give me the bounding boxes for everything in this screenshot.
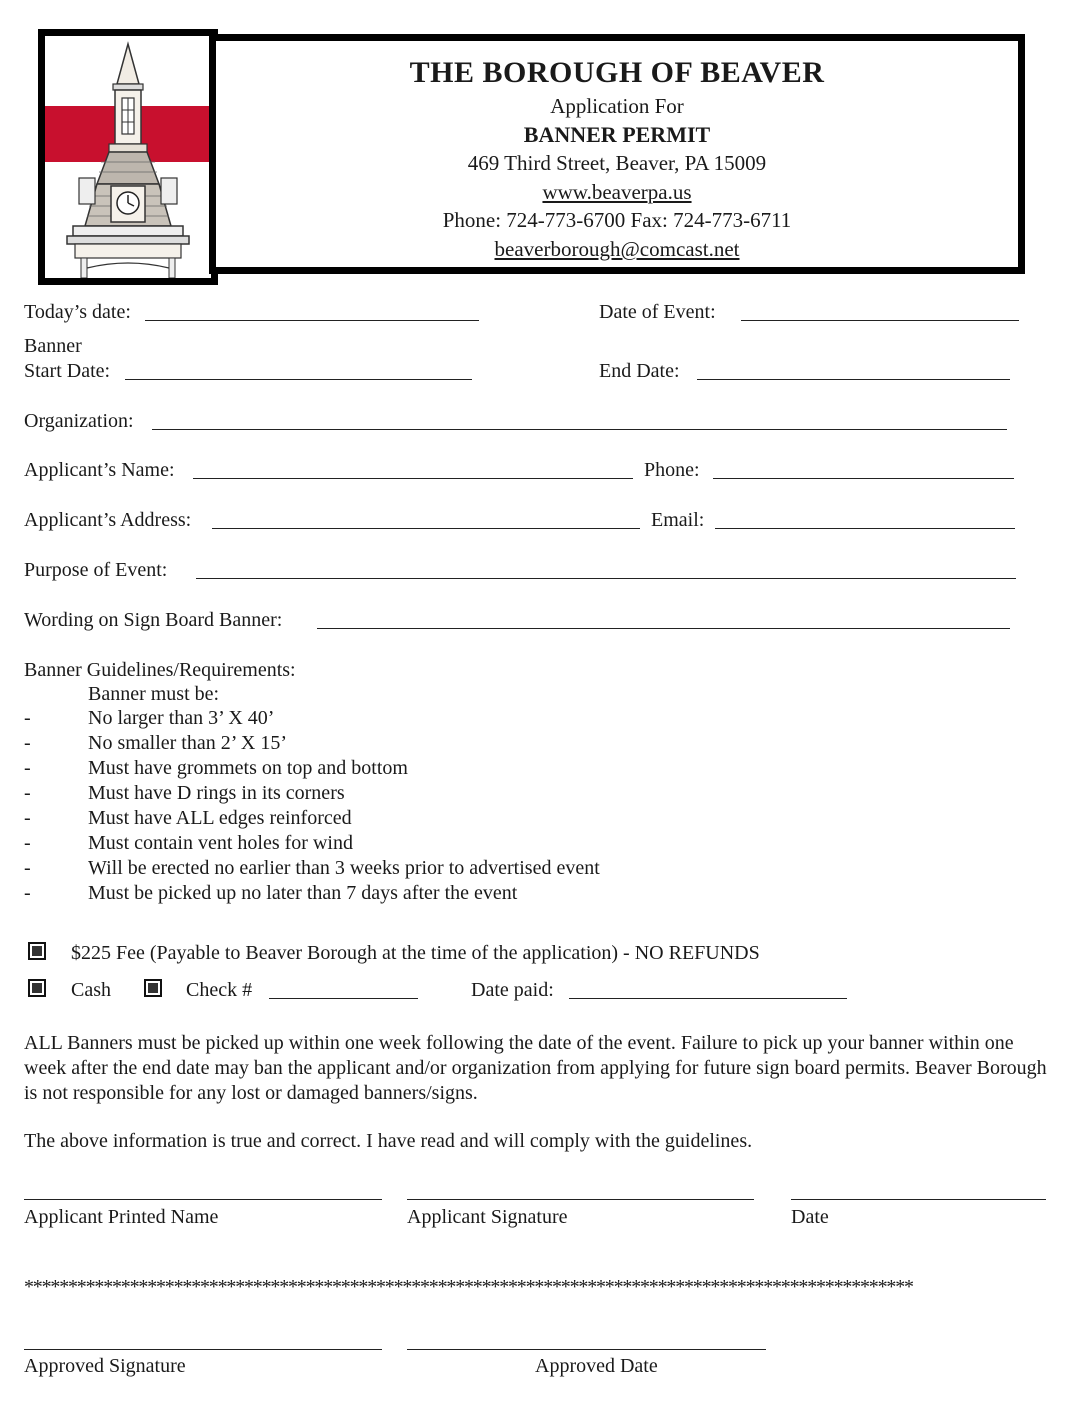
applicant-address-field[interactable] [212,528,640,529]
guideline-dash: - [24,882,31,904]
printed-name-label: Applicant Printed Name [24,1206,219,1228]
clock-tower-icon [45,36,211,278]
application-for-label: Application For [550,94,684,118]
wording-label: Wording on Sign Board Banner: [24,609,283,631]
separator-stars: ***************************************************************************************************** [24,1276,913,1298]
pickup-notice: ALL Banners must be picked up within one week following the date of the event. Failure to pick up your banner within one week after the end date may ban the applicant and/or organization from applying for future sign board permits. Beaver Borough is not responsible for any lost or damaged banners/signs. [24,1032,1047,1104]
organization-field[interactable] [152,429,1007,430]
date-of-event-label: Date of Event: [599,301,716,323]
todays-date-label: Today’s date: [24,301,131,323]
approved-signature-line[interactable] [24,1349,382,1350]
website-link[interactable]: www.beaverpa.us [542,180,692,204]
todays-date-field[interactable] [145,320,479,321]
approved-date-label: Approved Date [535,1355,658,1377]
email-link[interactable]: beaverborough@comcast.net [494,237,740,261]
header-box [209,34,1025,274]
signature-label: Applicant Signature [407,1206,568,1228]
guideline-item: Will be erected no earlier than 3 weeks prior to advertised event [88,857,600,879]
approved-date-line[interactable] [407,1349,766,1350]
borough-logo [38,29,218,285]
email-label: Email: [651,509,705,531]
guideline-item: Must contain vent holes for wind [88,832,353,854]
guidelines-heading: Banner Guidelines/Requirements: [24,659,296,681]
fee-checkbox[interactable] [28,942,46,960]
guideline-dash: - [24,707,31,729]
end-date-field[interactable] [697,379,1010,380]
applicant-name-field[interactable] [193,478,633,479]
guideline-dash: - [24,857,31,879]
purpose-label: Purpose of Event: [24,559,168,581]
start-date-field[interactable] [125,379,472,380]
end-date-label: End Date: [599,360,680,382]
guideline-item: No larger than 3’ X 40’ [88,707,275,729]
email-field[interactable] [715,528,1015,529]
applicant-name-label: Applicant’s Name: [24,459,175,481]
date-label: Date [791,1206,829,1228]
guideline-item: Must have D rings in its corners [88,782,345,804]
phone-label: Phone: [644,459,700,481]
applicant-address-label: Applicant’s Address: [24,509,192,531]
certification-statement: The above information is true and correct. I have read and will comply with the guidelines. [24,1130,753,1152]
guideline-dash: - [24,757,31,779]
check-label: Check # [186,979,253,1001]
wording-field[interactable] [317,628,1010,629]
guidelines-intro: Banner must be: [88,683,220,705]
approved-signature-label: Approved Signature [24,1355,186,1377]
permit-title: BANNER PERMIT [523,122,711,147]
cash-label: Cash [71,979,111,1001]
signature-line[interactable] [407,1199,754,1200]
date-of-event-field[interactable] [741,320,1019,321]
organization-label: Organization: [24,410,134,432]
guideline-dash: - [24,782,31,804]
printed-name-line[interactable] [24,1199,382,1200]
guideline-item: No smaller than 2’ X 15’ [88,732,288,754]
guideline-dash: - [24,832,31,854]
banner-label: Banner [24,335,82,357]
date-paid-label: Date paid: [471,979,554,1001]
phone-field[interactable] [713,478,1014,479]
fee-label: $225 Fee (Payable to Beaver Borough at the time of the application) - NO REFUNDS [71,942,760,964]
date-line[interactable] [791,1199,1046,1200]
date-paid-field[interactable] [569,998,847,999]
start-date-label: Start Date: [24,360,111,382]
guideline-item: Must have grommets on top and bottom [88,757,408,779]
guideline-item: Must be picked up no later than 7 days after the event [88,882,518,904]
guideline-dash: - [24,807,31,829]
guideline-item: Must have ALL edges reinforced [88,807,352,829]
phone-fax: Phone: 724-773-6700 Fax: 724-773-6711 [442,208,792,232]
cash-checkbox[interactable] [28,979,46,997]
purpose-field[interactable] [196,578,1016,579]
borough-address: 469 Third Street, Beaver, PA 15009 [467,151,767,175]
borough-title: THE BOROUGH OF BEAVER [409,56,825,89]
check-number-field[interactable] [269,998,418,999]
check-checkbox[interactable] [144,979,162,997]
guideline-dash: - [24,732,31,754]
